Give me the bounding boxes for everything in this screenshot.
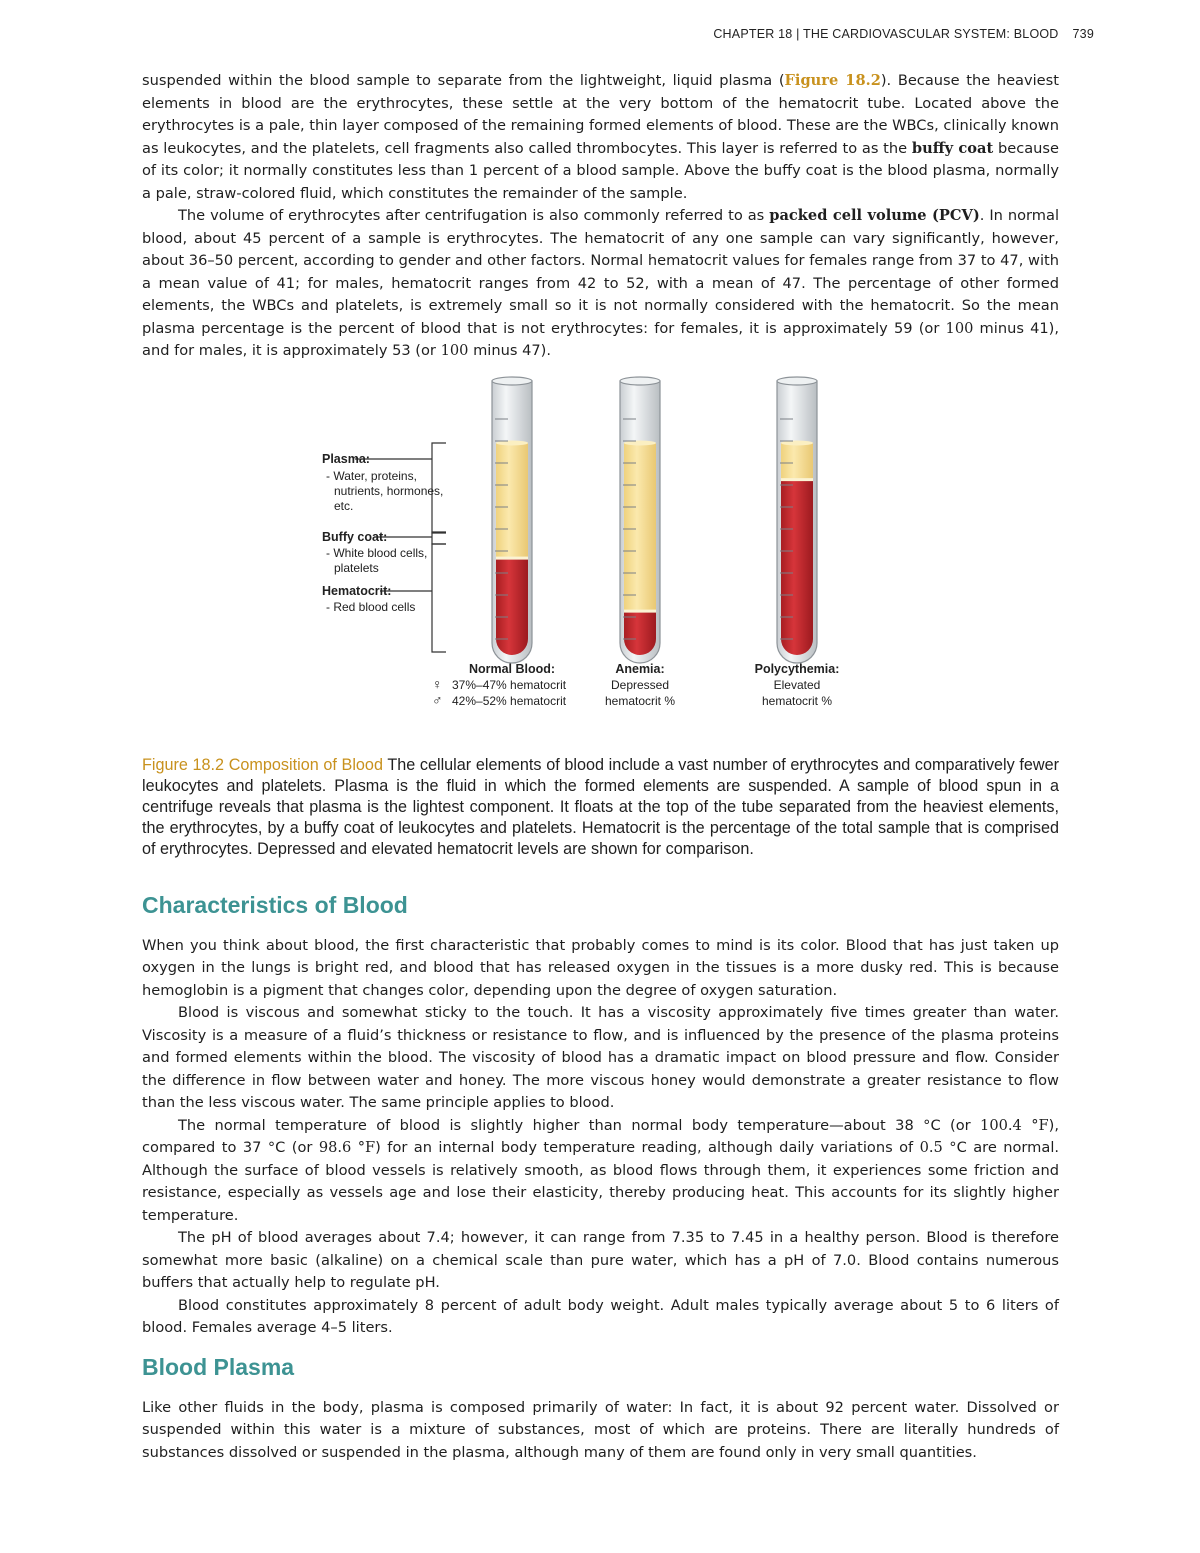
polycythemia-line-2: hematocrit % (761, 693, 833, 708)
plasma-layer (624, 443, 656, 613)
buffy-bracket (432, 532, 446, 544)
figure-caption (142, 755, 1059, 860)
buffy-coat-layer (624, 609, 656, 612)
paragraph-volume: Blood constitutes approximately 8 percent of adult body weight. Adult males typically average about 5 to 6 liters of blood. Females average 4–5 liters. (142, 1296, 1059, 1336)
buffy-coat-label: Buffy coat: (322, 529, 388, 544)
buffy-line-2: platelets (334, 560, 379, 575)
plasma-label: Plasma: (322, 451, 370, 466)
anemia-title: Anemia: (615, 661, 665, 676)
number-run: 100 (440, 342, 469, 359)
buffy-coat-layer (781, 478, 813, 481)
text-run: minus 41), and for males, it is approximately 53 (or (142, 319, 1060, 359)
plasma-line-1: - Water, proteins, (326, 468, 417, 483)
female-range: 37%–47% hematocrit (452, 677, 567, 692)
polycythemia-line-1: Elevated (773, 677, 821, 692)
text-run: The volume of erythrocytes after centrifugation is also commonly referred to as (178, 207, 770, 224)
hematocrit-bracket (432, 544, 446, 652)
text-run: ), compared to 37 °C (or (142, 1116, 1059, 1156)
male-symbol: ♂ (432, 691, 443, 708)
tube-rim (620, 377, 660, 385)
plasma-line-2: nutrients, hormones, (334, 483, 444, 498)
text-run: . In normal blood, about 45 percent of a sample is erythrocytes. The hematocrit of any one sample can vary significantly, however, about 36–50 percent, according to gender and other factors. Normal hematocrit values for females range from 37 to 47, with a mean value of 41; for males, hematocrit ranges from 42 to 52, with a mean of 47. The percentage of other formed elements, the WBCs and platelets, is extremely small so it is not normally considered with the hematocrit. So the mean plasma percentage is the percent of blood that is not erythrocytes: for females, it is approximately 59 (or (142, 207, 1060, 337)
paragraph-centrifuge (142, 70, 1059, 205)
tube-rim (492, 377, 532, 385)
paragraph-plasma: Like other fluids in the body, plasma is composed primarily of water: In fact, it is about 92 percent water. Dissolved or suspended within this water is a mixture of substances, most of which are proteins. There are literally hundreds of substances dissolved or suspended in the plasma, although many of them are found only in very small quantities. (142, 1398, 1059, 1461)
polycythemia-title: Polycythemia: (754, 661, 840, 676)
key-term-pcv: packed cell volume (PCV) (769, 207, 980, 224)
buffy-line-1: - White blood cells, (326, 545, 428, 560)
tube-polycythemia (777, 377, 817, 663)
text-run: ). Because the heaviest elements in blood are the erythrocytes, these settle at the very bottom of the hematocrit tube. Located above the erythrocytes is a pale, thin layer composed of the remaining formed elements of blood. These are the WBCs, clinically known as leukocytes, and the platelets, cell fragments also called thrombocytes. This layer is referred to as the (142, 72, 1059, 157)
figure-blood-composition (142, 373, 1059, 745)
paragraph-temperature (142, 1115, 1059, 1228)
page-content (142, 70, 1059, 1464)
normal-blood-title: Normal Blood: (468, 661, 556, 676)
plasma-layer (781, 443, 813, 481)
hematocrit-line-1: - Red blood cells (326, 599, 416, 614)
tube-anemia (620, 377, 660, 663)
chapter-title: CHAPTER 18 | THE CARDIOVASCULAR SYSTEM: BLOOD (713, 27, 1059, 41)
buffy-coat-layer (496, 556, 528, 559)
female-symbol: ♀ (432, 675, 443, 692)
anemia-line-2: hematocrit % (604, 693, 676, 708)
section-heading-plasma: Blood Plasma (142, 1353, 295, 1380)
plasma-layer (496, 443, 528, 560)
key-term-buffy-coat: buffy coat (911, 139, 994, 157)
paragraph-pcv (142, 205, 1059, 363)
text-run: because of its color; it normally constitutes less than 1 percent of a blood sample. Above the buffy coat is the blood plasma, normally a pale, straw-colored fluid, which constitutes the remainder of the sample. (142, 139, 1059, 202)
text-run: minus 47). (468, 342, 551, 359)
caption-label: Figure 18.2 Composition of Blood (142, 755, 383, 774)
page-number: 739 (1072, 27, 1094, 41)
number-run: 98.6 °F (318, 1139, 376, 1156)
number-run: 100.4 °F (980, 1116, 1049, 1134)
tube-normal-blood (492, 377, 532, 663)
text-run: ) for an internal body temperature reading, although daily variations of (375, 1139, 920, 1156)
figure-link[interactable]: Figure 18.2 (784, 72, 881, 89)
tubes-group (492, 377, 817, 663)
tube-captions (432, 662, 839, 708)
paragraph-color: When you think about blood, the first characteristic that probably comes to mind is its color. Blood that has just taken up oxygen in the lungs is bright red, and blood that has released oxygen in the tissues is a more dusky red. This is because hemoglobin is a pigment that changes color, depending upon the degree of oxygen saturation. (142, 936, 1059, 999)
component-labels (322, 452, 443, 614)
male-range: 42%–52% hematocrit (452, 693, 567, 708)
number-run: 100 (945, 319, 974, 337)
caption-text: The cellular elements of blood include a vast number of erythrocytes and comparatively fewer leukocytes and platelets. Plasma is the fluid in which the formed elements are suspended. A sample of blood spun in a centrifuge reveals that plasma is the lightest component. It floats at the top of the tube separated from the heaviest elements, the erythrocytes, by a buffy coat of leukocytes and platelets. Hematocrit is the percentage of the total sample that is comprised of erythrocytes. Depressed and elevated hematocrit levels are shown for comparison. (142, 755, 1059, 858)
section-heading-characteristics: Characteristics of Blood (142, 891, 408, 918)
plasma-line-3: etc. (334, 498, 354, 513)
red-cell-layer (624, 612, 656, 654)
paragraph-ph: The pH of blood averages about 7.4; however, it can range from 7.35 to 7.45 in a healthy person. Blood is therefore somewhat more basic (alkaline) on a chemical scale than pure water, which has a pH of 7.0. Blood contains numerous buffers that actually help to regulate pH. (142, 1229, 1059, 1291)
anemia-line-1: Depressed (610, 677, 670, 692)
red-cell-layer (496, 559, 528, 654)
tube-rim (777, 377, 817, 385)
running-header (713, 27, 1094, 41)
text-run: The normal temperature of blood is slightly higher than normal body temperature—about 38 °C (or (178, 1116, 981, 1134)
hematocrit-tubes-diagram (312, 373, 912, 745)
text-run: °C are normal. Although the surface of blood vessels is relatively smooth, as blood flows through them, it experiences some friction and resistance, especially as vessels age and lose their elasticity, thereby producing heat. This accounts for its slightly higher temperature. (142, 1139, 1060, 1224)
hematocrit-label: Hematocrit: (322, 583, 392, 598)
text-run: suspended within the blood sample to separate from the lightweight, liquid plasma ( (142, 72, 785, 89)
number-run: 0.5 (919, 1139, 943, 1156)
paragraph-viscosity: Blood is viscous and somewhat sticky to the touch. It has a viscosity approximately five times greater than water. Viscosity is a measure of a fluid’s thickness or resistance to flow, and is influenced by the presence of the plasma proteins and formed elements within the blood. The viscosity of blood has a dramatic impact on blood pressure and flow. Consider the difference in flow between water and honey. The more viscous honey would demonstrate a greater resistance to flow than the less viscous water. The same principle applies to blood. (142, 1004, 1059, 1111)
